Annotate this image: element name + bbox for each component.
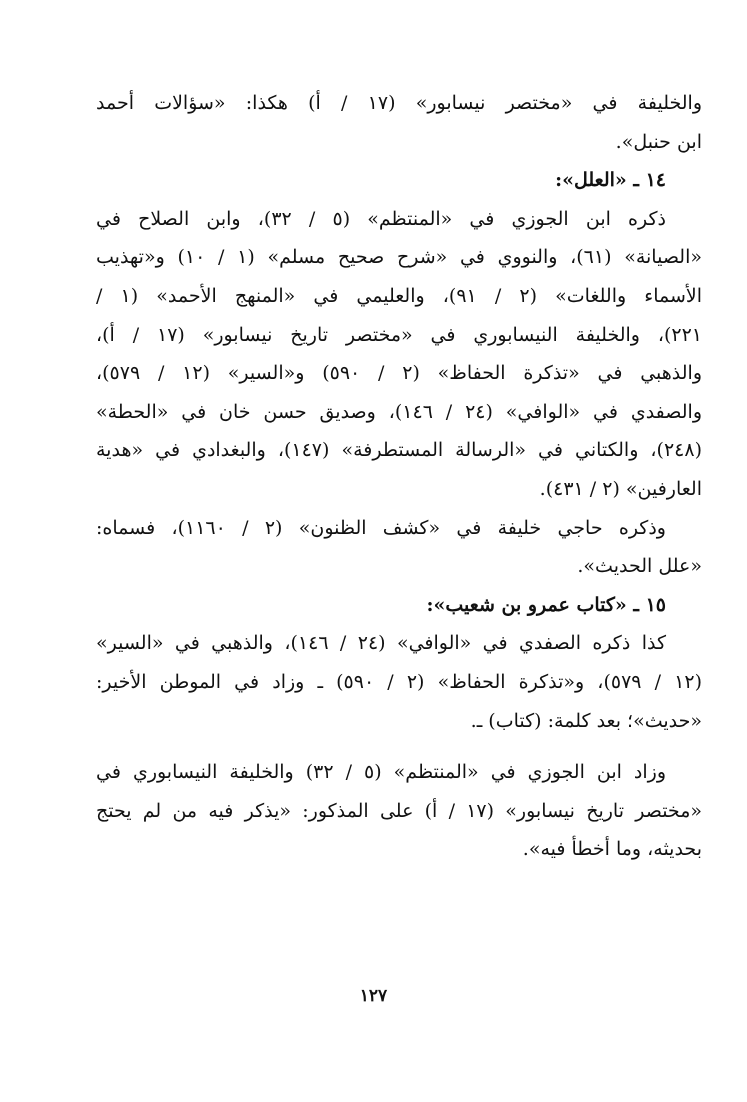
- paragraph-line: «حديث»؛ بعد كلمة: (كتاب) ـ.: [470, 709, 702, 732]
- paragraph-line: الأسماء واللغات» (٢ / ٩١)، والعليمي في «المنهج الأحمد» (١ /: [96, 284, 702, 307]
- paragraph-line: ابن حنبل».: [615, 130, 702, 153]
- paragraph-line: «مختصر تاريخ نيسابور» (١٧ / أ) على المذكور: «يذكر فيه من لم يحتج: [96, 799, 702, 822]
- page-body: [96, 84, 702, 869]
- paragraph-line: والصفدي في «الوافي» (٢٤ / ١٤٦)، وصديق حسن خان في «الحطة»: [96, 400, 702, 423]
- paragraph-line: وذكره حاجي خليفة في «كشف الظنون» (٢ / ١١٦٠)، فسماه:: [96, 516, 666, 539]
- paragraph-line: ٢٢١)، والخليفة النيسابوري في «مختصر تاريخ نيسابور» (١٧ / أ)،: [96, 323, 702, 346]
- section-heading-14: ١٤ ـ «العلل»:: [555, 169, 666, 192]
- paragraph-line: وزاد ابن الجوزي في «المنتظم» (٥ / ٣٢) والخليفة النيسابوري في: [96, 761, 667, 784]
- paragraph-gap: [96, 740, 702, 753]
- paragraph-line: كذا ذكره الصفدي في «الوافي» (٢٤ / ١٤٦)، والذهبي في «السير»: [96, 632, 666, 655]
- paragraph-line: والذهبي في «تذكرة الحفاظ» (٢ / ٥٩٠) و«السير» (١٢ / ٥٧٩)،: [96, 362, 702, 385]
- page-number: ١٢٧: [359, 986, 388, 1006]
- paragraph-line: (٢٤٨)، والكتاني في «الرسالة المستطرفة» (١٤٧)، والبغدادي في «هدية: [96, 439, 702, 462]
- paragraph-line: «الصيانة» (٦١)، والنووي في «شرح صحيح مسلم» (١ / ١٠) و«تهذيب: [96, 246, 702, 269]
- paragraph-line: (١٢ / ٥٧٩)، و«تذكرة الحفاظ» (٢ / ٥٩٠) ـ وزاد في الموطن الأخير:: [96, 670, 702, 693]
- section-heading-15: ١٥ ـ «كتاب عمرو بن شعيب»:: [426, 593, 666, 616]
- paragraph-line: العارفين» (٢ / ٤٣١).: [539, 477, 702, 500]
- paragraph-line: ذكره ابن الجوزي في «المنتظم» (٥ / ٣٢)، وابن الصلاح في: [96, 207, 667, 230]
- paragraph-line: والخليفة في «مختصر نيسابور» (١٧ / أ) هكذا: «سؤالات أحمد: [96, 92, 702, 114]
- paragraph-line: بحديثه، وما أخطأ فيه».: [522, 838, 702, 861]
- paragraph-line: «علل الحديث».: [577, 555, 702, 578]
